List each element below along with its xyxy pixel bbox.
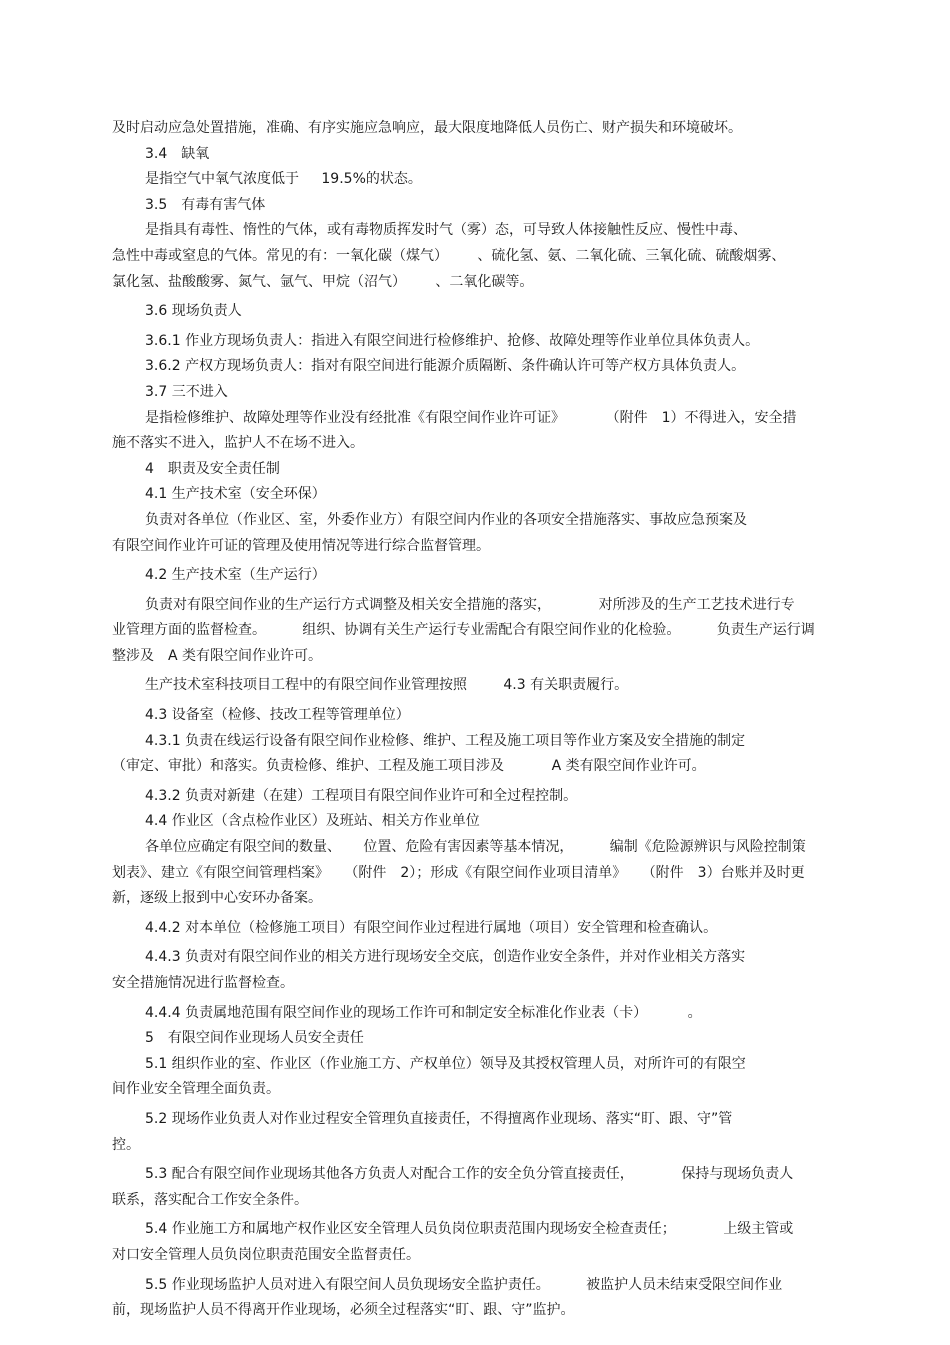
text-line: 氯化氢、盐酸酸雾、氮气、氩气、甲烷（沼气） 、二氧化碳等。: [112, 273, 534, 290]
text-line: 整涉及 A 类有限空间作业许可。: [112, 647, 323, 664]
text-line: 4.4.3 负责对有限空间作业的相关方进行现场安全交底，创造作业安全条件，并对作业相关方落实: [145, 949, 746, 966]
section-heading-3-6: 3.6 现场负责人: [145, 303, 242, 320]
section-heading-4-3: 4.3 设备室（检修、技改工程等管理单位）: [145, 707, 410, 724]
text-line: 有限空间作业许可证的管理及使用情况等进行综合监督管理。: [112, 537, 490, 554]
text-line: 5.5 作业现场监护人员对进入有限空间人员负现场安全监护责任。 被监护人员未结束受限空间作业: [145, 1276, 783, 1293]
text-line: 4.3.1 负责在线运行设备有限空间作业检修、维护、工程及施工项目等作业方案及安全措施的制定: [145, 732, 746, 749]
text-line: 安全措施情况进行监督检查。: [112, 975, 294, 991]
text-line: 生产技术室科技项目工程中的有限空间作业管理按照 4.3 有关职责履行。: [145, 677, 629, 694]
text-line: 负责对各单位（作业区、室，外委作业方）有限空间内作业的各项安全措施落实、事故应急预案及: [145, 511, 747, 528]
section-heading-3-7: 3.7 三不进入: [145, 383, 228, 400]
text-line: 各单位应确定有限空间的数量、 位置、危险有害因素等基本情况， 编制《危险源辨识与风险控制策: [145, 839, 806, 856]
text-line: 新，逐级上报到中心安环办备案。: [112, 890, 322, 907]
section-heading-4-4: 4.4 作业区（含点检作业区）及班站、相关方作业单位: [145, 813, 480, 830]
text-line: 控。: [112, 1136, 140, 1153]
text-line: （审定、审批）和落实。负责检修、维护、工程及施工项目涉及 A 类有限空间作业许可。: [112, 758, 706, 775]
section-heading-4: 4 职责及安全责任制: [145, 460, 280, 477]
text-line: 及时启动应急处置措施，准确、有序实施应急响应，最大限度地降低人员伤亡、财产损失和环境破坏。: [112, 120, 742, 136]
text-line: 5.3 配合有限空间作业现场其他各方负责人对配合工作的安全负分管直接责任， 保持与现场负责人: [145, 1166, 794, 1183]
text-line: 前，现场监护人员不得离开作业现场，必须全过程落实“盯、跟、守”监护。: [112, 1302, 575, 1319]
section-heading-3-5: 3.5 有毒有害气体: [145, 196, 266, 213]
text-line: 4.4.4 负责属地范围有限空间作业的现场工作许可和制定安全标准化作业表（卡） 。: [145, 1004, 702, 1021]
text-line: 5.1 组织作业的室、作业区（作业施工方、产权单位）领导及其授权管理人员，对所许可的有限空: [145, 1055, 746, 1072]
section-heading-4-1: 4.1 生产技术室（安全环保）: [145, 486, 326, 503]
text-line: 是指具有毒性、惰性的气体，或有毒物质挥发时气（雾）态，可导致人体接触性反应、慢性中毒、: [145, 222, 747, 239]
text-line: 负责对有限空间作业的生产运行方式调整及相关安全措施的落实， 对所涉及的生产工艺技术进行专: [145, 596, 795, 613]
text-line: 4.3.2 负责对新建（在建）工程项目有限空间作业许可和全过程控制。: [145, 787, 578, 804]
text-line: 施不落实不进入，监护人不在场不进入。: [112, 435, 364, 452]
text-line: 是指检修维护、故障处理等作业没有经批准《有限空间作业许可证》 （附件 1）不得进入，安全措: [145, 409, 797, 426]
text-line: 对口安全管理人员负岗位职责范围安全监督责任。: [112, 1246, 420, 1263]
section-heading-3-4: 3.4 缺氧: [145, 145, 210, 162]
text-line: 是指空气中氧气浓度低于 19.5%的状态。: [145, 171, 422, 188]
section-heading-4-2: 4.2 生产技术室（生产运行）: [145, 567, 326, 584]
text-line: 联系，落实配合工作安全条件。: [112, 1191, 308, 1208]
document-body: [112, 116, 857, 1324]
text-line: 4.4.2 对本单位（检修施工项目）有限空间作业过程进行属地（项目）安全管理和检查确认。: [145, 919, 718, 936]
text-line: 业管理方面的监督检查。 组织、协调有关生产运行专业需配合有限空间作业的化检验。 负责生产运行调: [112, 622, 815, 639]
text-line: 5.4 作业施工方和属地产权作业区安全管理人员负岗位职责范围内现场安全检查责任； 上级主管或: [145, 1221, 794, 1238]
text-line: 3.6.1 作业方现场负责人：指进入有限空间进行检修维护、抢修、故障处理等作业单位具体负责人。: [145, 332, 760, 349]
section-heading-5: 5 有限空间作业现场人员安全责任: [145, 1030, 364, 1047]
text-line: 急性中毒或窒息的气体。常见的有：一氧化碳（煤气） 、硫化氢、氨、二氧化硫、三氧化硫、硫酸烟雾、: [112, 247, 786, 264]
text-line: 5.2 现场作业负责人对作业过程安全管理负直接责任，不得擅离作业现场、落实“盯、跟、守”管: [145, 1110, 733, 1127]
text-line: 划表》、建立《有限空间管理档案》 （附件 2）；形成《有限空间作业项目清单》 （附件 3）台账并及时更: [112, 864, 805, 881]
text-line: 间作业安全管理全面负责。: [112, 1081, 280, 1098]
text-line: 3.6.2 产权方现场负责人：指对有限空间进行能源介质隔断、条件确认许可等产权方具体负责人。: [145, 358, 746, 375]
